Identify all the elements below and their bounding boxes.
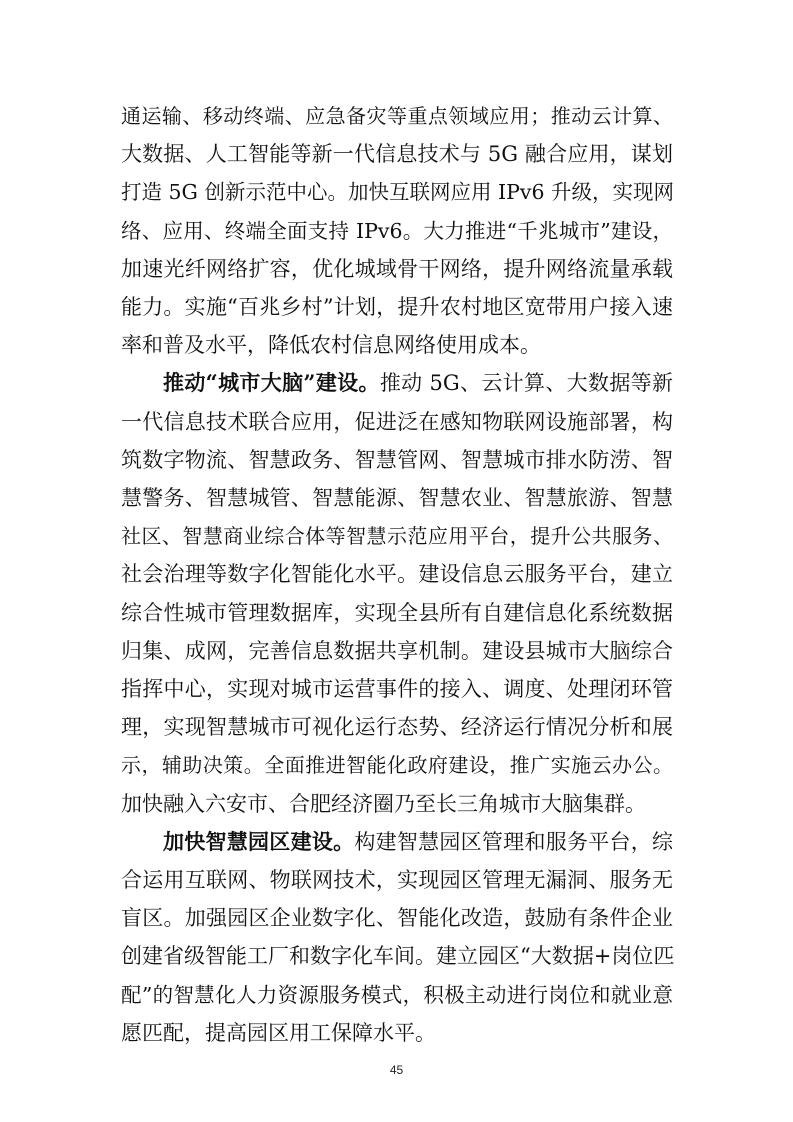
text-line: 加速光纤网络扩容，优化城域骨干网络，提升网络流量承载	[121, 256, 673, 281]
paragraph-first-line	[163, 364, 673, 402]
text-line: 打造 5G 创新示范中心。加快互联网应用 IPv6 升级，实现网	[121, 180, 674, 205]
text-line: 愿匹配，提高园区用工保障水平。	[121, 1020, 436, 1045]
text-line: 配”的智慧化人力资源服务模式，积极主动进行岗位和就业意	[121, 982, 673, 1007]
text-line: 社区、智慧商业综合体等智慧示范应用平台，提升公共服务、	[121, 524, 673, 549]
text-line: 筑数字物流、智慧政务、智慧管网、智慧城市排水防涝、智	[121, 447, 673, 472]
text-line: 率和普及水平，降低农村信息网络使用成本。	[121, 333, 541, 358]
text-line: 络、应用、终端全面支持 IPv6。大力推进“千兆城市”建设，	[121, 218, 673, 243]
text-line: 慧警务、智慧城管、智慧能源、智慧农业、智慧旅游、智慧	[121, 486, 673, 510]
text-run: 推动 5G、云计算、大数据等新	[379, 371, 673, 396]
text-run: 构建智慧园区管理和服务平台，综	[354, 829, 674, 854]
text-line: 通运输、移动终端、应急备灾等重点领域应用；推动云计算、	[121, 104, 673, 128]
text-line: 综合性城市管理数据库，实现全县所有自建信息化系统数据	[121, 600, 673, 625]
text-line: 归集、成网，完善信息数据共享机制。建设县城市大脑综合	[121, 638, 673, 663]
text-line: 大数据、人工智能等新一代信息技术与 5G 融合应用，谋划	[121, 142, 673, 167]
text-line: 示，辅助决策。全面推进智能化政府建设，推广实施云办公。	[121, 753, 673, 778]
text-line: 一代信息技术联合应用，促进泛在感知物联网设施部署，构	[121, 409, 673, 434]
text-line: 加快融入六安市、合肥经济圈乃至长三角城市大脑集群。	[121, 791, 646, 816]
text-line: 指挥中心，实现对城市运营事件的接入、调度、处理闭环管	[121, 677, 673, 701]
text-line: 合运用互联网、物联网技术，实现园区管理无漏洞、服务无	[121, 868, 673, 892]
text-line: 盲区。加强园区企业数字化、智能化改造，鼓励有条件企业	[121, 906, 673, 931]
text-line: 理，实现智慧城市可视化运行态势、经济运行情况分析和展	[121, 715, 673, 740]
section-heading: 推动“城市大脑”建设。	[163, 370, 380, 396]
section-heading: 加快智慧园区建设。	[163, 828, 355, 854]
page-number: 45	[389, 1062, 404, 1077]
text-line: 能力。实施“百兆乡村”计划，提升农村地区宽带用户接入速	[121, 295, 673, 319]
text-line: 社会治理等数字化智能化水平。建设信息云服务平台，建立	[121, 562, 673, 587]
text-line: 创建省级智能工厂和数字化车间。建立园区“大数据+岗位匹	[121, 944, 675, 969]
paragraph-first-line	[163, 823, 673, 861]
